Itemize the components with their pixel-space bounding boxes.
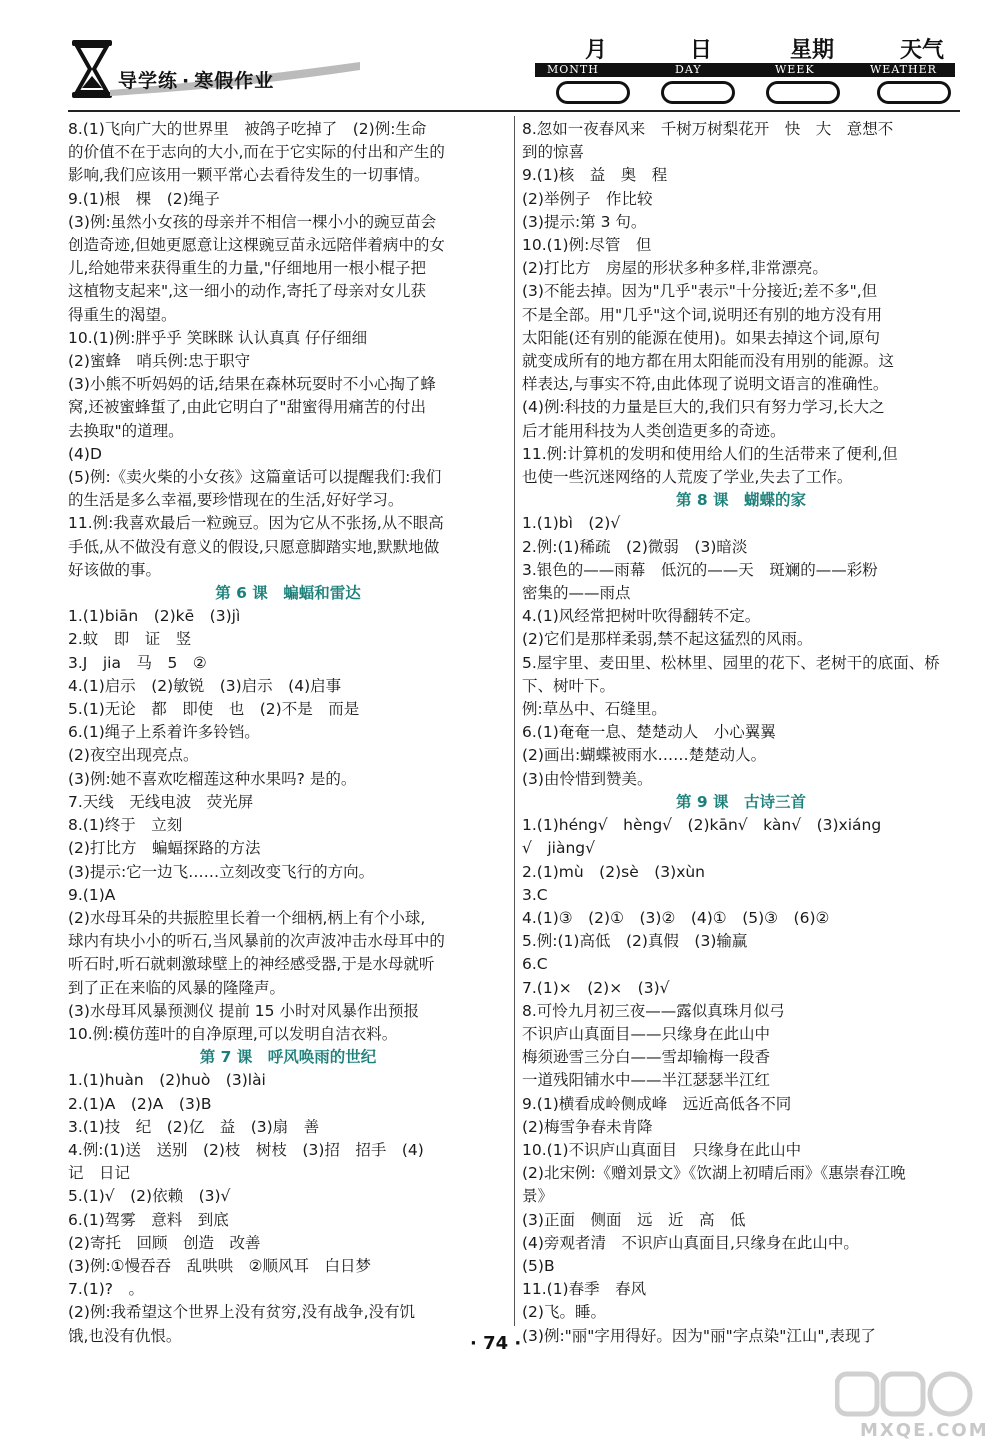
answer-line: 10.(1)例:尽管 但 bbox=[522, 236, 652, 255]
answer-line: (5)B bbox=[522, 1256, 555, 1275]
answer-line: (2)打比方 房屋的形状多种多样,非常漂亮。 bbox=[522, 259, 828, 278]
answer-line: (3)不能去掉。因为"几乎"表示"十分接近;差不多",但 bbox=[522, 282, 878, 301]
month-en: MONTH bbox=[547, 63, 599, 76]
answer-line: (4)D bbox=[68, 444, 102, 463]
answer-line: (2)梅雪争春未肯降 bbox=[522, 1117, 653, 1136]
answer-line: 去换取"的道理。 bbox=[68, 421, 184, 440]
answer-line: (3)提示:它一边飞……立刻改变飞行的方向。 bbox=[68, 862, 375, 881]
left-column bbox=[68, 118, 508, 1348]
weather-field[interactable] bbox=[877, 81, 951, 104]
lesson-heading: 第 6 课 蝙蝠和雷达 bbox=[215, 584, 361, 603]
answer-line: 好该做的事。 bbox=[68, 560, 162, 579]
answer-line: 6.C bbox=[522, 955, 548, 974]
answer-line: 也使一些沉迷网络的人荒废了学业,失去了工作。 bbox=[522, 468, 853, 487]
answer-line: 3.(1)技 纪 (2)亿 益 (3)扇 善 bbox=[68, 1117, 320, 1136]
answer-line: 7.天线 无线电波 荧光屏 bbox=[68, 792, 254, 811]
answer-line: 4.(1)风经常把树叶吹得翻转不定。 bbox=[522, 607, 761, 626]
answer-line: (2)例:我希望这个世界上没有贫穷,没有战争,没有饥 bbox=[68, 1303, 416, 1322]
answer-line: 就变成所有的地方都在用太阳能而没有用别的能源。这 bbox=[522, 352, 895, 371]
answer-line: (3)正面 侧面 远 近 高 低 bbox=[522, 1210, 746, 1229]
answer-line: 8.(1)终于 立刻 bbox=[68, 816, 183, 835]
answer-line: 球内有块小小的听石,当风暴前的次声波冲击水母耳中的 bbox=[68, 932, 445, 951]
answer-line: 到的惊喜 bbox=[522, 143, 585, 162]
answer-line: 窝,还被蜜蜂蜇了,由此它明白了"甜蜜得用痛苦的付出 bbox=[68, 398, 426, 417]
week-label: 星期 bbox=[790, 38, 835, 63]
answer-line: 2.例:(1)稀疏 (2)微弱 (3)暗淡 bbox=[522, 537, 748, 556]
answer-line: 1.(1)huàn (2)huò (3)lài bbox=[68, 1071, 266, 1090]
answer-line: 2.(1)A (2)A (3)B bbox=[68, 1094, 212, 1113]
answer-line: (2)打比方 蝙蝠探路的方法 bbox=[68, 839, 261, 858]
answer-line: (3)例:"丽"字用得好。因为"丽"字点染"江山",表现了 bbox=[522, 1326, 876, 1345]
weather-label: 天气 bbox=[900, 38, 945, 63]
english-label-bar bbox=[535, 63, 955, 77]
answer-line: 9.(1)根 棵 (2)绳子 bbox=[68, 189, 220, 208]
month-field[interactable] bbox=[556, 81, 630, 104]
answer-line: 影响,我们应该用一颗平常心去看待发生的一切事情。 bbox=[68, 166, 430, 185]
answer-line: 9.(1)核 益 奥 程 bbox=[522, 166, 668, 185]
answer-line: 得重生的渴望。 bbox=[68, 305, 177, 324]
answer-line: 5.(1)√ (2)依赖 (3)√ bbox=[68, 1187, 231, 1206]
answer-line: √ jiàng√ bbox=[522, 839, 596, 858]
week-field[interactable] bbox=[766, 81, 840, 104]
answer-line: (4)旁观者清 不识庐山真面目,只缘身在此山中。 bbox=[522, 1233, 859, 1252]
answer-line: 的生活是多么幸福,要珍惜现在的生活,好好学习。 bbox=[68, 491, 404, 510]
brand-subtitle: 寒假作业 bbox=[194, 70, 275, 92]
answer-line: 到了正在来临的风暴的隆隆声。 bbox=[68, 978, 286, 997]
answer-line: 1.(1)héng√ hèng√ (2)kān√ kàn√ (3)xiáng bbox=[522, 816, 882, 835]
answer-line: 景》 bbox=[522, 1187, 554, 1206]
answer-line: (2)北宋例:《赠刘景文》《饮湖上初晴后雨》《惠崇春江晚 bbox=[522, 1164, 906, 1183]
answer-line: 4.例:(1)送 送别 (2)枝 树枝 (3)招 招手 (4) bbox=[68, 1140, 424, 1159]
answer-line: 例:草丛中、石缝里。 bbox=[522, 700, 667, 719]
answer-line: 一道残阳铺水中——半江瑟瑟半江红 bbox=[522, 1071, 771, 1090]
brand-name: 导学练 bbox=[118, 70, 179, 92]
answer-line: 1.(1)biān (2)kē (3)jì bbox=[68, 607, 241, 626]
answer-line: 3.银色的——雨幕 低沉的——天 斑斓的——彩粉 bbox=[522, 560, 878, 579]
answer-line: 11.例:计算机的发明和使用给人们的生活带来了便利,但 bbox=[522, 444, 898, 463]
answer-line: 3.C bbox=[522, 885, 548, 904]
answer-line: (2)夜空出现亮点。 bbox=[68, 746, 199, 765]
answer-line: (2)水母耳朵的共振腔里长着一个细柄,柄上有个小球, bbox=[68, 908, 426, 927]
answer-line: 4.(1)启示 (2)敏锐 (3)启示 (4)启事 bbox=[68, 676, 342, 695]
watermark-text: MXQE.COM bbox=[860, 1420, 989, 1441]
answer-line: 10.(1)不识庐山真面目 只缘身在此山中 bbox=[522, 1140, 802, 1159]
answer-line: 11.例:我喜欢最后一粒豌豆。因为它从不张扬,从不眼高 bbox=[68, 514, 444, 533]
answer-line: 5.(1)无论 都 即使 也 (2)不是 而是 bbox=[68, 700, 360, 719]
lesson-heading: 第 7 课 呼风唤雨的世纪 bbox=[199, 1048, 377, 1067]
answer-line: 4.(1)③ (2)① (3)② (4)① (5)③ (6)② bbox=[522, 908, 830, 927]
answer-line: 样表达,与事实不符,由此体现了说明文语言的准确性。 bbox=[522, 375, 889, 394]
page-number: · 74 · bbox=[470, 1333, 522, 1354]
answer-line: (3)例:①慢吞吞 乱哄哄 ②顺风耳 白日梦 bbox=[68, 1256, 371, 1275]
answer-line: (2)举例子 作比较 bbox=[522, 189, 653, 208]
answer-line: 1.(1)bì (2)√ bbox=[522, 514, 621, 533]
answer-line: 这植物支起来",这一细小的动作,寄托了母亲对女儿获 bbox=[68, 282, 426, 301]
answer-line: 记 日记 bbox=[68, 1164, 131, 1183]
column-divider bbox=[514, 116, 515, 1326]
lesson-heading: 第 9 课 古诗三首 bbox=[675, 792, 807, 811]
answer-line: 9.(1)横看成岭侧成峰 远近高低各不同 bbox=[522, 1094, 792, 1113]
answer-line: 密集的——雨点 bbox=[522, 584, 631, 603]
weather-en: WEATHER bbox=[870, 63, 937, 76]
answer-line: 后才能用科技为人类创造更多的奇迹。 bbox=[522, 421, 786, 440]
answer-line: (2)它们是那样柔弱,禁不起这猛烈的风雨。 bbox=[522, 630, 813, 649]
answer-line: 梅须逊雪三分白——雪却输梅一段香 bbox=[522, 1048, 771, 1067]
brand-title: 导学练 · 寒假作业 bbox=[118, 70, 275, 92]
answer-line: 5.例:(1)高低 (2)真假 (3)输赢 bbox=[522, 932, 748, 951]
answer-line: 6.(1)驾雾 意料 到底 bbox=[68, 1210, 229, 1229]
answer-line: 不是全部。用"几乎"这个词,说明还有别的地方没有用 bbox=[522, 305, 883, 324]
answer-line: 5.屋宇里、麦田里、松林里、园里的花下、老树干的底面、桥 bbox=[522, 653, 940, 672]
answer-line: 10.例:模仿莲叶的自净原理,可以发明自洁衣料。 bbox=[68, 1024, 398, 1043]
answer-line: 手低,从不做没有意义的假设,只愿意脚踏实地,默默地做 bbox=[68, 537, 440, 556]
answer-line: 下、树叶下。 bbox=[522, 676, 616, 695]
answer-line: (2)寄托 回顾 创造 改善 bbox=[68, 1233, 261, 1252]
answer-line: 的价值不在于志向的大小,而在于它实际的付出和产生的 bbox=[68, 143, 445, 162]
day-field[interactable] bbox=[661, 81, 735, 104]
day-en: DAY bbox=[675, 63, 702, 76]
answer-line: 8.忽如一夜春风来 千树万树梨花开 快 大 意想不 bbox=[522, 120, 894, 138]
month-label: 月 bbox=[585, 38, 608, 63]
answer-line: 9.(1)A bbox=[68, 885, 116, 904]
answer-line: 2.(1)mù (2)sè (3)xùn bbox=[522, 862, 706, 881]
answer-line: (3)例:虽然小女孩的母亲并不相信一棵小小的豌豆苗会 bbox=[68, 212, 437, 231]
answer-line: 太阳能(还有别的能源在使用)。如果去掉这个词,原句 bbox=[522, 328, 881, 347]
answer-line: (2)飞。睡。 bbox=[522, 1303, 606, 1322]
answer-line: (3)小熊不听妈妈的话,结果在森林玩耍时不小心掏了蜂 bbox=[68, 375, 436, 394]
answer-line: 6.(1)奄奄一息、楚楚动人 小心翼翼 bbox=[522, 723, 776, 742]
answer-line: 6.(1)绳子上系着许多铃铛。 bbox=[68, 723, 260, 742]
answer-line: 7.(1)? 。 bbox=[68, 1280, 144, 1299]
answer-line: 10.(1)例:胖乎乎 笑眯眯 认认真真 仔仔细细 bbox=[68, 328, 368, 347]
answer-line: 2.蚊 即 证 竖 bbox=[68, 630, 192, 649]
answer-line: (2)画出:蝴蝶被雨水……楚楚动人。 bbox=[522, 746, 767, 765]
answer-line: 听石时,听石就刺激球壁上的神经感受器,于是水母就听 bbox=[68, 955, 435, 974]
answer-line: 儿,给她带来获得重生的力量,"仔细地用一根小棍子把 bbox=[68, 259, 426, 278]
answer-line: (3)水母耳风暴预测仪 提前 15 小时对风暴作出预报 bbox=[68, 1001, 419, 1020]
lesson-heading: 第 8 课 蝴蝶的家 bbox=[675, 491, 807, 510]
header-rule bbox=[68, 110, 960, 112]
week-en: WEEK bbox=[775, 63, 815, 76]
answer-line: 创造奇迹,但她更愿意让这棵豌豆苗永远陪伴着病中的女 bbox=[68, 236, 445, 255]
answer-line: 不识庐山真面目——只缘身在此山中 bbox=[522, 1024, 771, 1043]
right-column bbox=[522, 118, 960, 1348]
answer-line: (3)由怜惜到赞美。 bbox=[522, 769, 653, 788]
answer-line: (3)例:她不喜欢吃榴莲这种水果吗? 是的。 bbox=[68, 769, 357, 788]
date-labels bbox=[540, 33, 960, 63]
answer-line: 11.(1)春季 春风 bbox=[522, 1280, 647, 1299]
answer-line: (3)提示:第 3 句。 bbox=[522, 212, 647, 231]
hourglass-logo-icon bbox=[68, 38, 116, 100]
answer-line: (5)例:《卖火柴的小女孩》这篇童话可以提醒我们:我们 bbox=[68, 468, 442, 487]
answer-line: (4)例:科技的力量是巨大的,我们只有努力学习,长大之 bbox=[522, 398, 885, 417]
answer-line: 8.可怜九月初三夜——露似真珠月似弓 bbox=[522, 1001, 785, 1020]
answer-line: (2)蜜蜂 哨兵例:忠于职守 bbox=[68, 352, 251, 371]
answer-line: 8.(1)飞向广大的世界里 被鸽子吃掉了 (2)例:生命 bbox=[68, 120, 427, 138]
day-label: 日 bbox=[690, 38, 713, 63]
answer-line: 7.(1)× (2)× (3)√ bbox=[522, 978, 670, 997]
answer-line: 饿,也没有仇恨。 bbox=[68, 1326, 182, 1345]
answer-line: 3.J jia 马 5 ② bbox=[68, 653, 207, 672]
page-header bbox=[0, 0, 1000, 120]
